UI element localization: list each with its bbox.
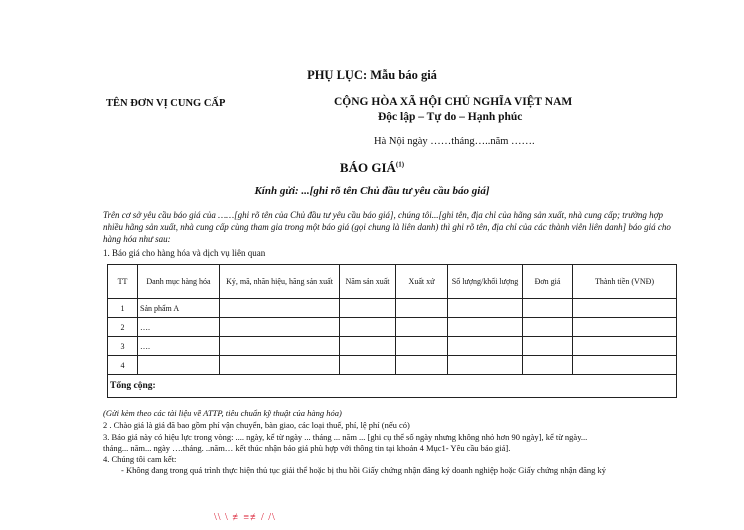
table-row (108, 337, 677, 356)
table-cell: 2 (108, 318, 138, 337)
table-cell (340, 337, 396, 356)
header-cell: Năm sản xuất (340, 265, 396, 299)
table-cell (573, 356, 677, 375)
table-cell (523, 337, 573, 356)
clause-4-bullet: - Không đang trong quá trình thực hiện thủ tục giải thể hoặc bị thu hồi Giấy chứng nhận đăng ký doanh nghiệp hoặc Giấy chứng nhận đăng ký (121, 465, 606, 475)
attachment-note: (Gửi kèm theo các tài liệu về ATTP, tiêu chuẩn kỹ thuật của hàng hóa) (103, 408, 342, 418)
title-text: BÁO GIÁ (339, 160, 396, 175)
national-title: CỘNG HÒA XÃ HỘI CHỦ NGHĨA VIỆT NAM (334, 96, 573, 108)
supplier-label: TÊN ĐƠN VỊ CUNG CẤP (106, 98, 226, 109)
clause-2: 2 . Chào giá là giá đã bao gồm phí vận chuyển, bàn giao, các loại thuế, phí, lệ phí (nếu có) (103, 420, 410, 430)
table-cell: 1 (108, 299, 138, 318)
table-cell (573, 299, 677, 318)
header-cell: Ký, mã, nhãn hiệu, hãng sản xuất (220, 265, 340, 299)
table-cell (396, 299, 448, 318)
table-cell (448, 318, 523, 337)
section-1-heading: 1. Báo giá cho hàng hóa và dịch vụ liên quan (103, 248, 266, 258)
table-cell (523, 356, 573, 375)
table-cell: 4 (108, 356, 138, 375)
quote-table (107, 264, 677, 398)
table-cell (220, 299, 340, 318)
table-cell (523, 299, 573, 318)
clause-3: 3. Báo giá này có hiệu lực trong vòng: .... ngày, kể từ ngày ... tháng ... năm ... [ghi cụ thể số ngày nhưng không nhỏ hơn 90 ngày], kể từ ngày... (103, 432, 588, 442)
greeting-line: Kính gửi: ...[ghi rõ tên Chủ đầu tư yêu cầu báo giá] (254, 185, 490, 197)
total-label: Tổng cộng: (108, 375, 677, 398)
table-cell (220, 356, 340, 375)
title-footnote: (1) (395, 160, 405, 169)
header-cell: Đơn giá (523, 265, 573, 299)
document-title (0, 160, 744, 176)
table-cell (340, 299, 396, 318)
appendix-title: PHỤ LỤC: Mẫu báo giá (307, 68, 437, 82)
table-header-row (108, 265, 677, 299)
table-row (108, 318, 677, 337)
table-cell (396, 318, 448, 337)
table-cell (340, 356, 396, 375)
table-row (108, 299, 677, 318)
table-cell (448, 356, 523, 375)
table-total-row (108, 375, 677, 398)
table-cell (523, 318, 573, 337)
header-cell: Xuất xứ (396, 265, 448, 299)
table-cell (448, 299, 523, 318)
table-cell: 3 (108, 337, 138, 356)
table-row (108, 356, 677, 375)
header-cell: TT (108, 265, 138, 299)
header-cell: Số lượng/khối lượng (448, 265, 523, 299)
clause-4: 4. Chúng tôi cam kết: (103, 454, 177, 464)
table-cell (573, 337, 677, 356)
table-cell (138, 356, 220, 375)
table-cell (220, 337, 340, 356)
intro-paragraph: Trên cơ sở yêu cầu báo giá của ……[ghi rõ tên của Chủ đầu tư yêu cầu báo giá], chúng tôi...[ghi tên, địa chỉ của hãng sản xuất, nhà cung cấp; trường hợp nhiều hãng sản xuất, nhà cung cấp cùng tham gia trong một báo giá (gọi chung là liên danh) thì ghi rõ tên, địa chỉ của các thành viên liên danh] báo giá cho hàng hóa như sau: (103, 210, 671, 244)
red-stamp-marks: \\ \ ≢≡≢/ /\ (214, 512, 276, 523)
header-cell: Thành tiền (VNĐ) (573, 265, 677, 299)
table-cell (448, 337, 523, 356)
table-cell (396, 356, 448, 375)
table-cell: …. (138, 318, 220, 337)
table-cell (396, 337, 448, 356)
table-cell (220, 318, 340, 337)
table-cell (340, 318, 396, 337)
clause-3-continued: tháng... năm... ngày ….tháng. ..năm… kết thúc nhận báo giá phù hợp với thông tin tại khoản 4 Mục1- Yêu cầu báo giá]. (103, 443, 511, 453)
table-cell: …. (138, 337, 220, 356)
table-cell: Sản phẩm A (138, 299, 220, 318)
header-cell: Danh mục hàng hóa (138, 265, 220, 299)
national-motto: Độc lập – Tự do – Hạnh phúc (378, 111, 523, 123)
table-cell (573, 318, 677, 337)
date-line: Hà Nội ngày ……tháng…..năm ……. (374, 136, 535, 147)
